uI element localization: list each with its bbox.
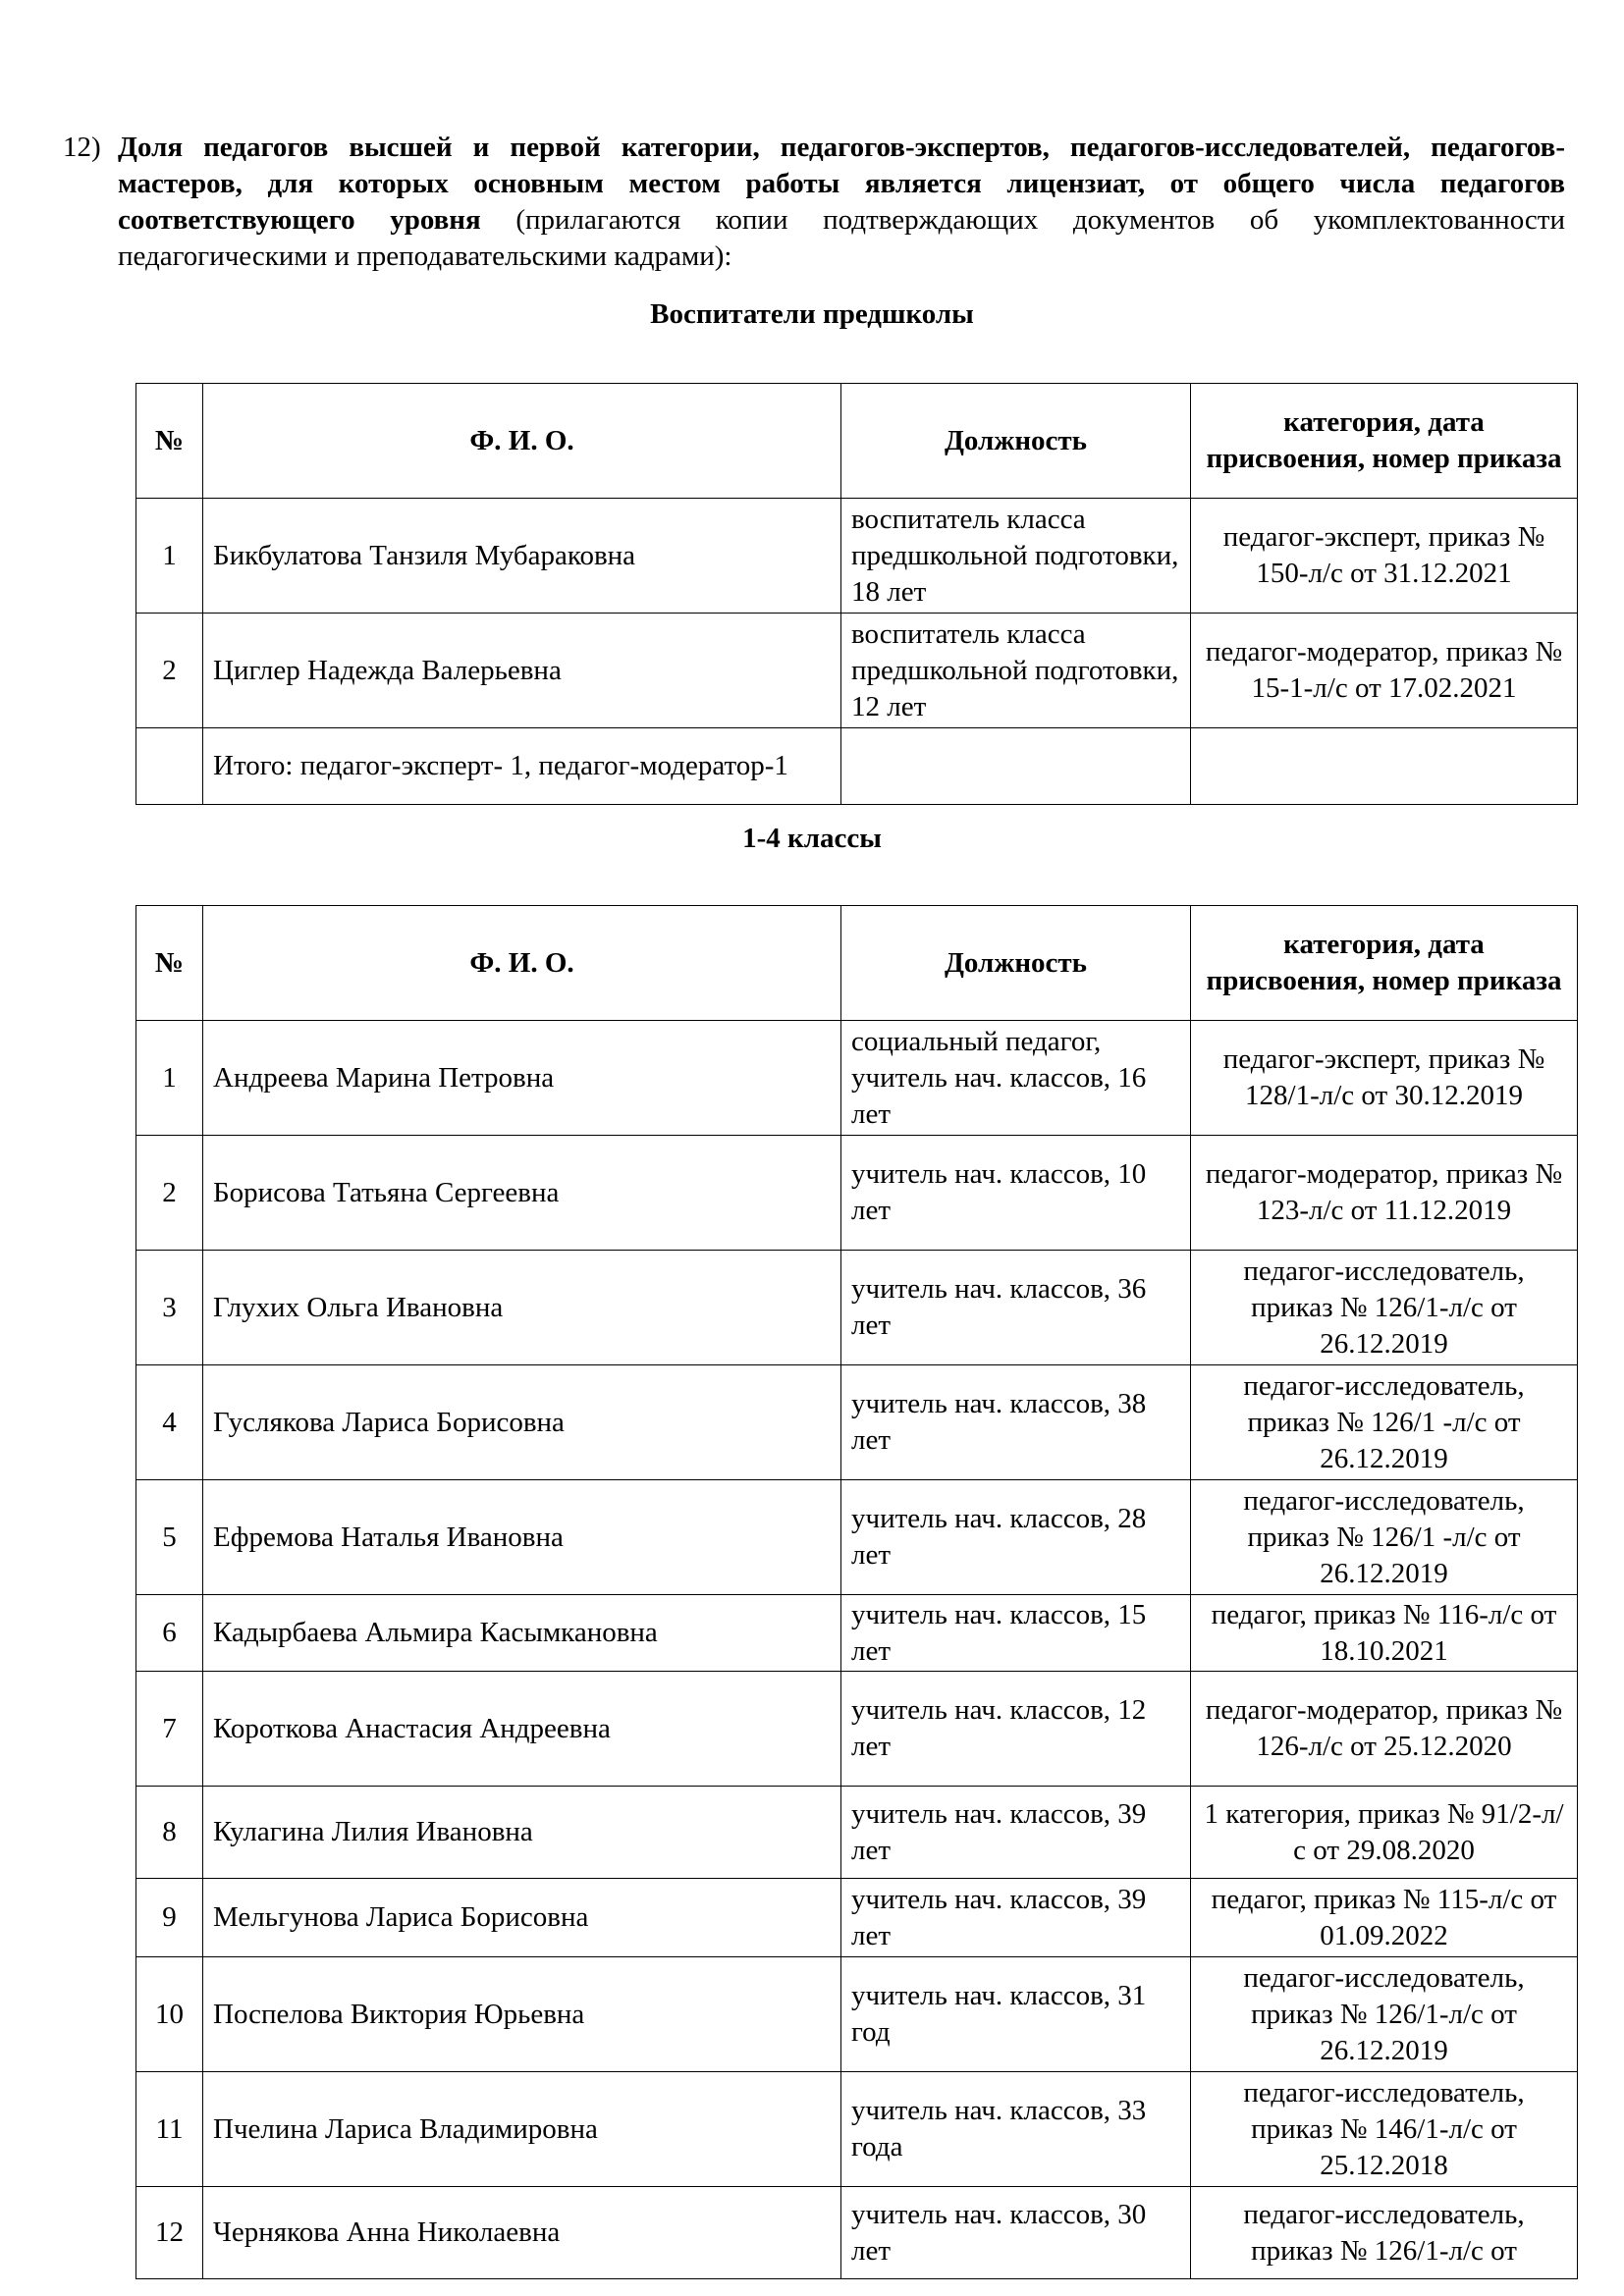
- teacher-category: педагог-эксперт, приказ № 128/1-л/с от 30.12.2019: [1191, 1021, 1578, 1136]
- teacher-position: учитель нач. классов, 39 лет: [841, 1879, 1191, 1957]
- table-header-row: [136, 384, 1578, 499]
- teacher-category: педагог-эксперт, приказ № 150-л/с от 31.12.2021: [1191, 499, 1578, 614]
- teacher-category: педагог-исследователь, приказ № 126/1-л/с от: [1191, 2187, 1578, 2279]
- table-row: [136, 1879, 1578, 1957]
- header-position: Должность: [841, 384, 1191, 499]
- teacher-category: педагог, приказ № 115-л/с от 01.09.2022: [1191, 1879, 1578, 1957]
- teacher-name: Глухих Ольга Ивановна: [203, 1251, 841, 1365]
- empty-cell: [841, 728, 1191, 805]
- teacher-category: педагог-модератор, приказ № 15-1-л/с от 17.02.2021: [1191, 614, 1578, 728]
- row-number: 1: [136, 499, 203, 614]
- teacher-position: воспитатель класса предшкольной подготовки, 12 лет: [841, 614, 1191, 728]
- teacher-name: Кадырбаева Альмира Касымкановна: [203, 1595, 841, 1672]
- teacher-category: 1 категория, приказ № 91/2-л/с от 29.08.2020: [1191, 1787, 1578, 1879]
- header-position: Должность: [841, 906, 1191, 1021]
- item-number: 12): [63, 132, 101, 163]
- grades-table: [135, 905, 1578, 2279]
- teacher-name: Поспелова Виктория Юрьевна: [203, 1957, 841, 2072]
- row-number: 11: [136, 2072, 203, 2187]
- teacher-category: педагог-исследователь, приказ № 126/1 -л/с от 26.12.2019: [1191, 1480, 1578, 1595]
- teacher-position: учитель нач. классов, 31 год: [841, 1957, 1191, 2072]
- total-text: Итого: педагог-эксперт- 1, педагог-модератор-1: [203, 728, 841, 805]
- intro-bold-text: Доля педагогов высшей и первой категории, педагогов-экспертов, педагогов-исследователей, педагогов-мастеров, для которых основным местом работы является лицензиат, от общего числа педагогов соответствующего уровня: [118, 132, 1565, 236]
- header-category: категория, дата присвоения, номер приказа: [1191, 384, 1578, 499]
- teacher-category: педагог, приказ № 116-л/с от 18.10.2021: [1191, 1595, 1578, 1672]
- row-number: 2: [136, 614, 203, 728]
- row-number: 2: [136, 1136, 203, 1251]
- row-number: 8: [136, 1787, 203, 1879]
- teacher-position: учитель нач. классов, 15 лет: [841, 1595, 1191, 1672]
- teacher-position: учитель нач. классов, 28 лет: [841, 1480, 1191, 1595]
- table-row: [136, 1021, 1578, 1136]
- table-row: [136, 1957, 1578, 2072]
- teacher-category: педагог-модератор, приказ № 123-л/с от 11.12.2019: [1191, 1136, 1578, 1251]
- row-number: 6: [136, 1595, 203, 1672]
- section-title-preschool: Воспитатели предшколы: [650, 298, 974, 330]
- table-row: [136, 2187, 1578, 2279]
- teacher-position: учитель нач. классов, 38 лет: [841, 1365, 1191, 1480]
- teacher-name: Борисова Татьяна Сергеевна: [203, 1136, 841, 1251]
- teacher-category: педагог-исследователь, приказ № 146/1-л/с от 25.12.2018: [1191, 2072, 1578, 2187]
- teacher-position: учитель нач. классов, 33 года: [841, 2072, 1191, 2187]
- intro-paragraph: [63, 130, 1565, 275]
- table-row: [136, 1136, 1578, 1251]
- table-row: [136, 1672, 1578, 1787]
- table-row: [136, 1365, 1578, 1480]
- row-number: 12: [136, 2187, 203, 2279]
- total-row: [136, 728, 1578, 805]
- table-row: [136, 1251, 1578, 1365]
- header-name: Ф. И. О.: [203, 384, 841, 499]
- teacher-position: социальный педагог, учитель нач. классов, 16 лет: [841, 1021, 1191, 1136]
- header-category: категория, дата присвоения, номер приказа: [1191, 906, 1578, 1021]
- header-num: №: [136, 384, 203, 499]
- row-number: 1: [136, 1021, 203, 1136]
- table-row: [136, 499, 1578, 614]
- row-number: 10: [136, 1957, 203, 2072]
- teacher-position: учитель нач. классов, 30 лет: [841, 2187, 1191, 2279]
- row-number: 3: [136, 1251, 203, 1365]
- teacher-name: Мельгунова Лариса Борисовна: [203, 1879, 841, 1957]
- preschool-table: [135, 383, 1578, 805]
- header-name: Ф. И. О.: [203, 906, 841, 1021]
- empty-cell: [136, 728, 203, 805]
- section-title-grades: 1-4 классы: [742, 823, 882, 854]
- table-row: [136, 1480, 1578, 1595]
- table-header-row: [136, 906, 1578, 1021]
- row-number: 9: [136, 1879, 203, 1957]
- teacher-name: Пчелина Лариса Владимировна: [203, 2072, 841, 2187]
- empty-cell: [1191, 728, 1578, 805]
- teacher-name: Бикбулатова Танзиля Мубараковна: [203, 499, 841, 614]
- teacher-category: педагог-исследователь, приказ № 126/1-л/с от 26.12.2019: [1191, 1957, 1578, 2072]
- teacher-position: учитель нач. классов, 39 лет: [841, 1787, 1191, 1879]
- teacher-category: педагог-исследователь, приказ № 126/1-л/с от 26.12.2019: [1191, 1251, 1578, 1365]
- table-row: [136, 2072, 1578, 2187]
- header-num: №: [136, 906, 203, 1021]
- teacher-name: Чернякова Анна Николаевна: [203, 2187, 841, 2279]
- teacher-position: воспитатель класса предшкольной подготовки, 18 лет: [841, 499, 1191, 614]
- teacher-position: учитель нач. классов, 10 лет: [841, 1136, 1191, 1251]
- teacher-position: учитель нач. классов, 36 лет: [841, 1251, 1191, 1365]
- teacher-position: учитель нач. классов, 12 лет: [841, 1672, 1191, 1787]
- row-number: 4: [136, 1365, 203, 1480]
- teacher-name: Ефремова Наталья Ивановна: [203, 1480, 841, 1595]
- table-row: [136, 1787, 1578, 1879]
- teacher-name: Короткова Анастасия Андреевна: [203, 1672, 841, 1787]
- teacher-name: Гуслякова Лариса Борисовна: [203, 1365, 841, 1480]
- table-row: [136, 614, 1578, 728]
- teacher-name: Циглер Надежда Валерьевна: [203, 614, 841, 728]
- intro-normal-text: (прилагаются копии подтверждающих документов об укомплектованности педагогическими и преподавательскими кадрами):: [118, 204, 1565, 272]
- teacher-name: Андреева Марина Петровна: [203, 1021, 841, 1136]
- row-number: 7: [136, 1672, 203, 1787]
- row-number: 5: [136, 1480, 203, 1595]
- teacher-category: педагог-исследователь, приказ № 126/1 -л/с от 26.12.2019: [1191, 1365, 1578, 1480]
- table-row: [136, 1595, 1578, 1672]
- teacher-category: педагог-модератор, приказ № 126-л/с от 25.12.2020: [1191, 1672, 1578, 1787]
- teacher-name: Кулагина Лилия Ивановна: [203, 1787, 841, 1879]
